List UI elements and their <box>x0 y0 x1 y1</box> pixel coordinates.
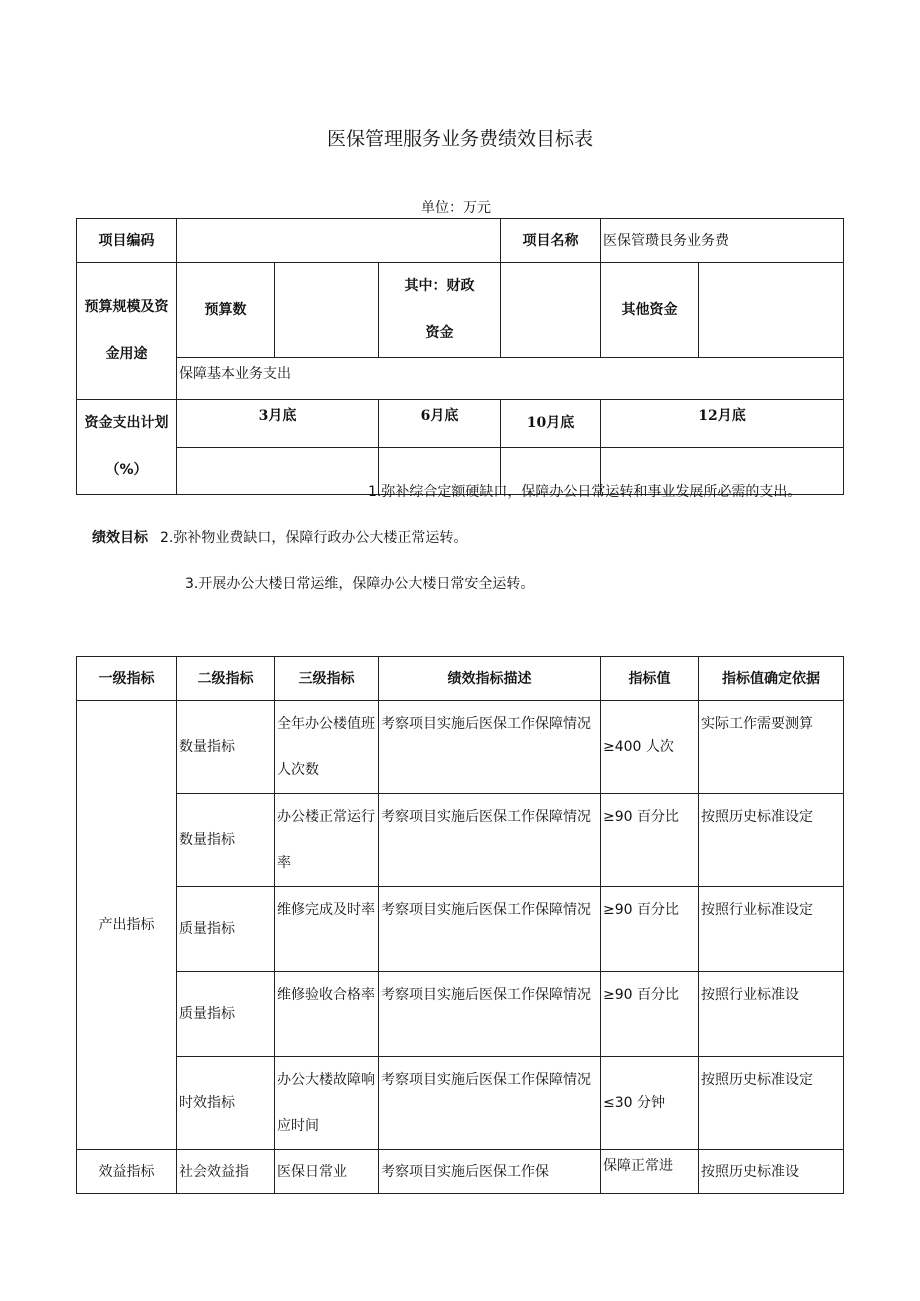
table-row <box>77 887 844 972</box>
level1-benefit: 效益指标 <box>77 1150 177 1194</box>
fiscal-label: 其中：财政资金 <box>379 263 501 358</box>
value-cell: ≥90 百分比 <box>601 972 699 1057</box>
basis-cell: 实际工作需要测算 <box>699 701 844 794</box>
level2-cell: 数量指标 <box>177 794 275 887</box>
header-level2: 二级指标 <box>177 657 275 701</box>
header-level1: 一级指标 <box>77 657 177 701</box>
plan-label: 资金支出计划（%） <box>77 400 177 495</box>
other-label: 其他资金 <box>601 263 699 358</box>
month-6: 6月底 <box>379 400 501 448</box>
goal-item-2: 2.弥补物业费缺口，保障行政办公大楼正常运转。 <box>160 530 468 546</box>
basis-cell: 按照历史标准设定 <box>699 794 844 887</box>
level2-cell: 时效指标 <box>177 1057 275 1150</box>
other-value <box>699 263 844 358</box>
level2-cell: 质量指标 <box>177 887 275 972</box>
month-3-value <box>177 447 379 495</box>
header-value: 指标值 <box>601 657 699 701</box>
project-name-value: 医保管瓒艮务业务费 <box>601 219 844 263</box>
description-cell: 考察项目实施后医保工作保障情况 <box>379 887 601 972</box>
goal-item-3: 3.开展办公大楼日常运维，保障办公大楼日常安全运转。 <box>185 576 535 592</box>
month-10: 10月底 <box>501 400 601 448</box>
header-description: 绩效指标描述 <box>379 657 601 701</box>
table-row <box>77 794 844 887</box>
value-cell: 保障正常进 <box>601 1150 699 1194</box>
project-name-label: 项目名称 <box>501 219 601 263</box>
page-title: 医保管理服务业务费绩效目标表 <box>326 128 593 150</box>
level3-cell: 维修完成及时率 <box>275 887 379 972</box>
usage-text: 保障基本业务支出 <box>177 358 844 400</box>
table-row <box>77 1057 844 1150</box>
header-level3: 三级指标 <box>275 657 379 701</box>
value-cell: ≥400 人次 <box>601 701 699 794</box>
value-cell: ≥90 百分比 <box>601 887 699 972</box>
budget-label: 预算数 <box>177 263 275 358</box>
description-cell: 考察项目实施后医保工作保障情况 <box>379 972 601 1057</box>
level2-cell: 社会效益指 <box>177 1150 275 1194</box>
value-cell: ≥90 百分比 <box>601 794 699 887</box>
budget-value <box>275 263 379 358</box>
project-code-value <box>177 219 501 263</box>
level2-cell: 数量指标 <box>177 701 275 794</box>
description-cell: 考察项目实施后医保工作保障情况 <box>379 1057 601 1150</box>
goal-item-1: 1.弥补综合定额硬缺口，保障办公日常运转和事业发展所必需的支出。 <box>368 484 802 500</box>
level3-cell: 维修验收合格率 <box>275 972 379 1057</box>
basis-cell: 按照行业标准设 <box>699 972 844 1057</box>
level3-cell: 医保日常业 <box>275 1150 379 1194</box>
basis-cell: 按照历史标准设定 <box>699 1057 844 1150</box>
description-cell: 考察项目实施后医保工作保障情况 <box>379 701 601 794</box>
value-cell: ≤30 分钟 <box>601 1057 699 1150</box>
level3-cell: 办公楼正常运行率 <box>275 794 379 887</box>
table-row <box>77 972 844 1057</box>
table-row <box>77 701 844 794</box>
level3-cell: 办公大楼故障响应时间 <box>275 1057 379 1150</box>
month-12: 12月底 <box>601 400 844 448</box>
unit-label: 单位：万元 <box>421 200 491 216</box>
level2-cell: 质量指标 <box>177 972 275 1057</box>
project-code-label: 项目编码 <box>77 219 177 263</box>
indicator-table <box>76 656 844 1194</box>
header-basis: 指标值确定依据 <box>699 657 844 701</box>
budget-table <box>76 218 844 495</box>
basis-cell: 按照历史标准设 <box>699 1150 844 1194</box>
month-3: 3月底 <box>177 400 379 448</box>
goals-label: 绩效目标 <box>92 530 148 546</box>
basis-cell: 按照行业标准设定 <box>699 887 844 972</box>
description-cell: 考察项目实施后医保工作保 <box>379 1150 601 1194</box>
level3-cell: 全年办公楼值班人次数 <box>275 701 379 794</box>
fiscal-value <box>501 263 601 358</box>
budget-scale-label: 预算规模及资金用途 <box>77 263 177 400</box>
description-cell: 考察项目实施后医保工作保障情况 <box>379 794 601 887</box>
level1-output: 产出指标 <box>77 701 177 1150</box>
table-row <box>77 1150 844 1194</box>
